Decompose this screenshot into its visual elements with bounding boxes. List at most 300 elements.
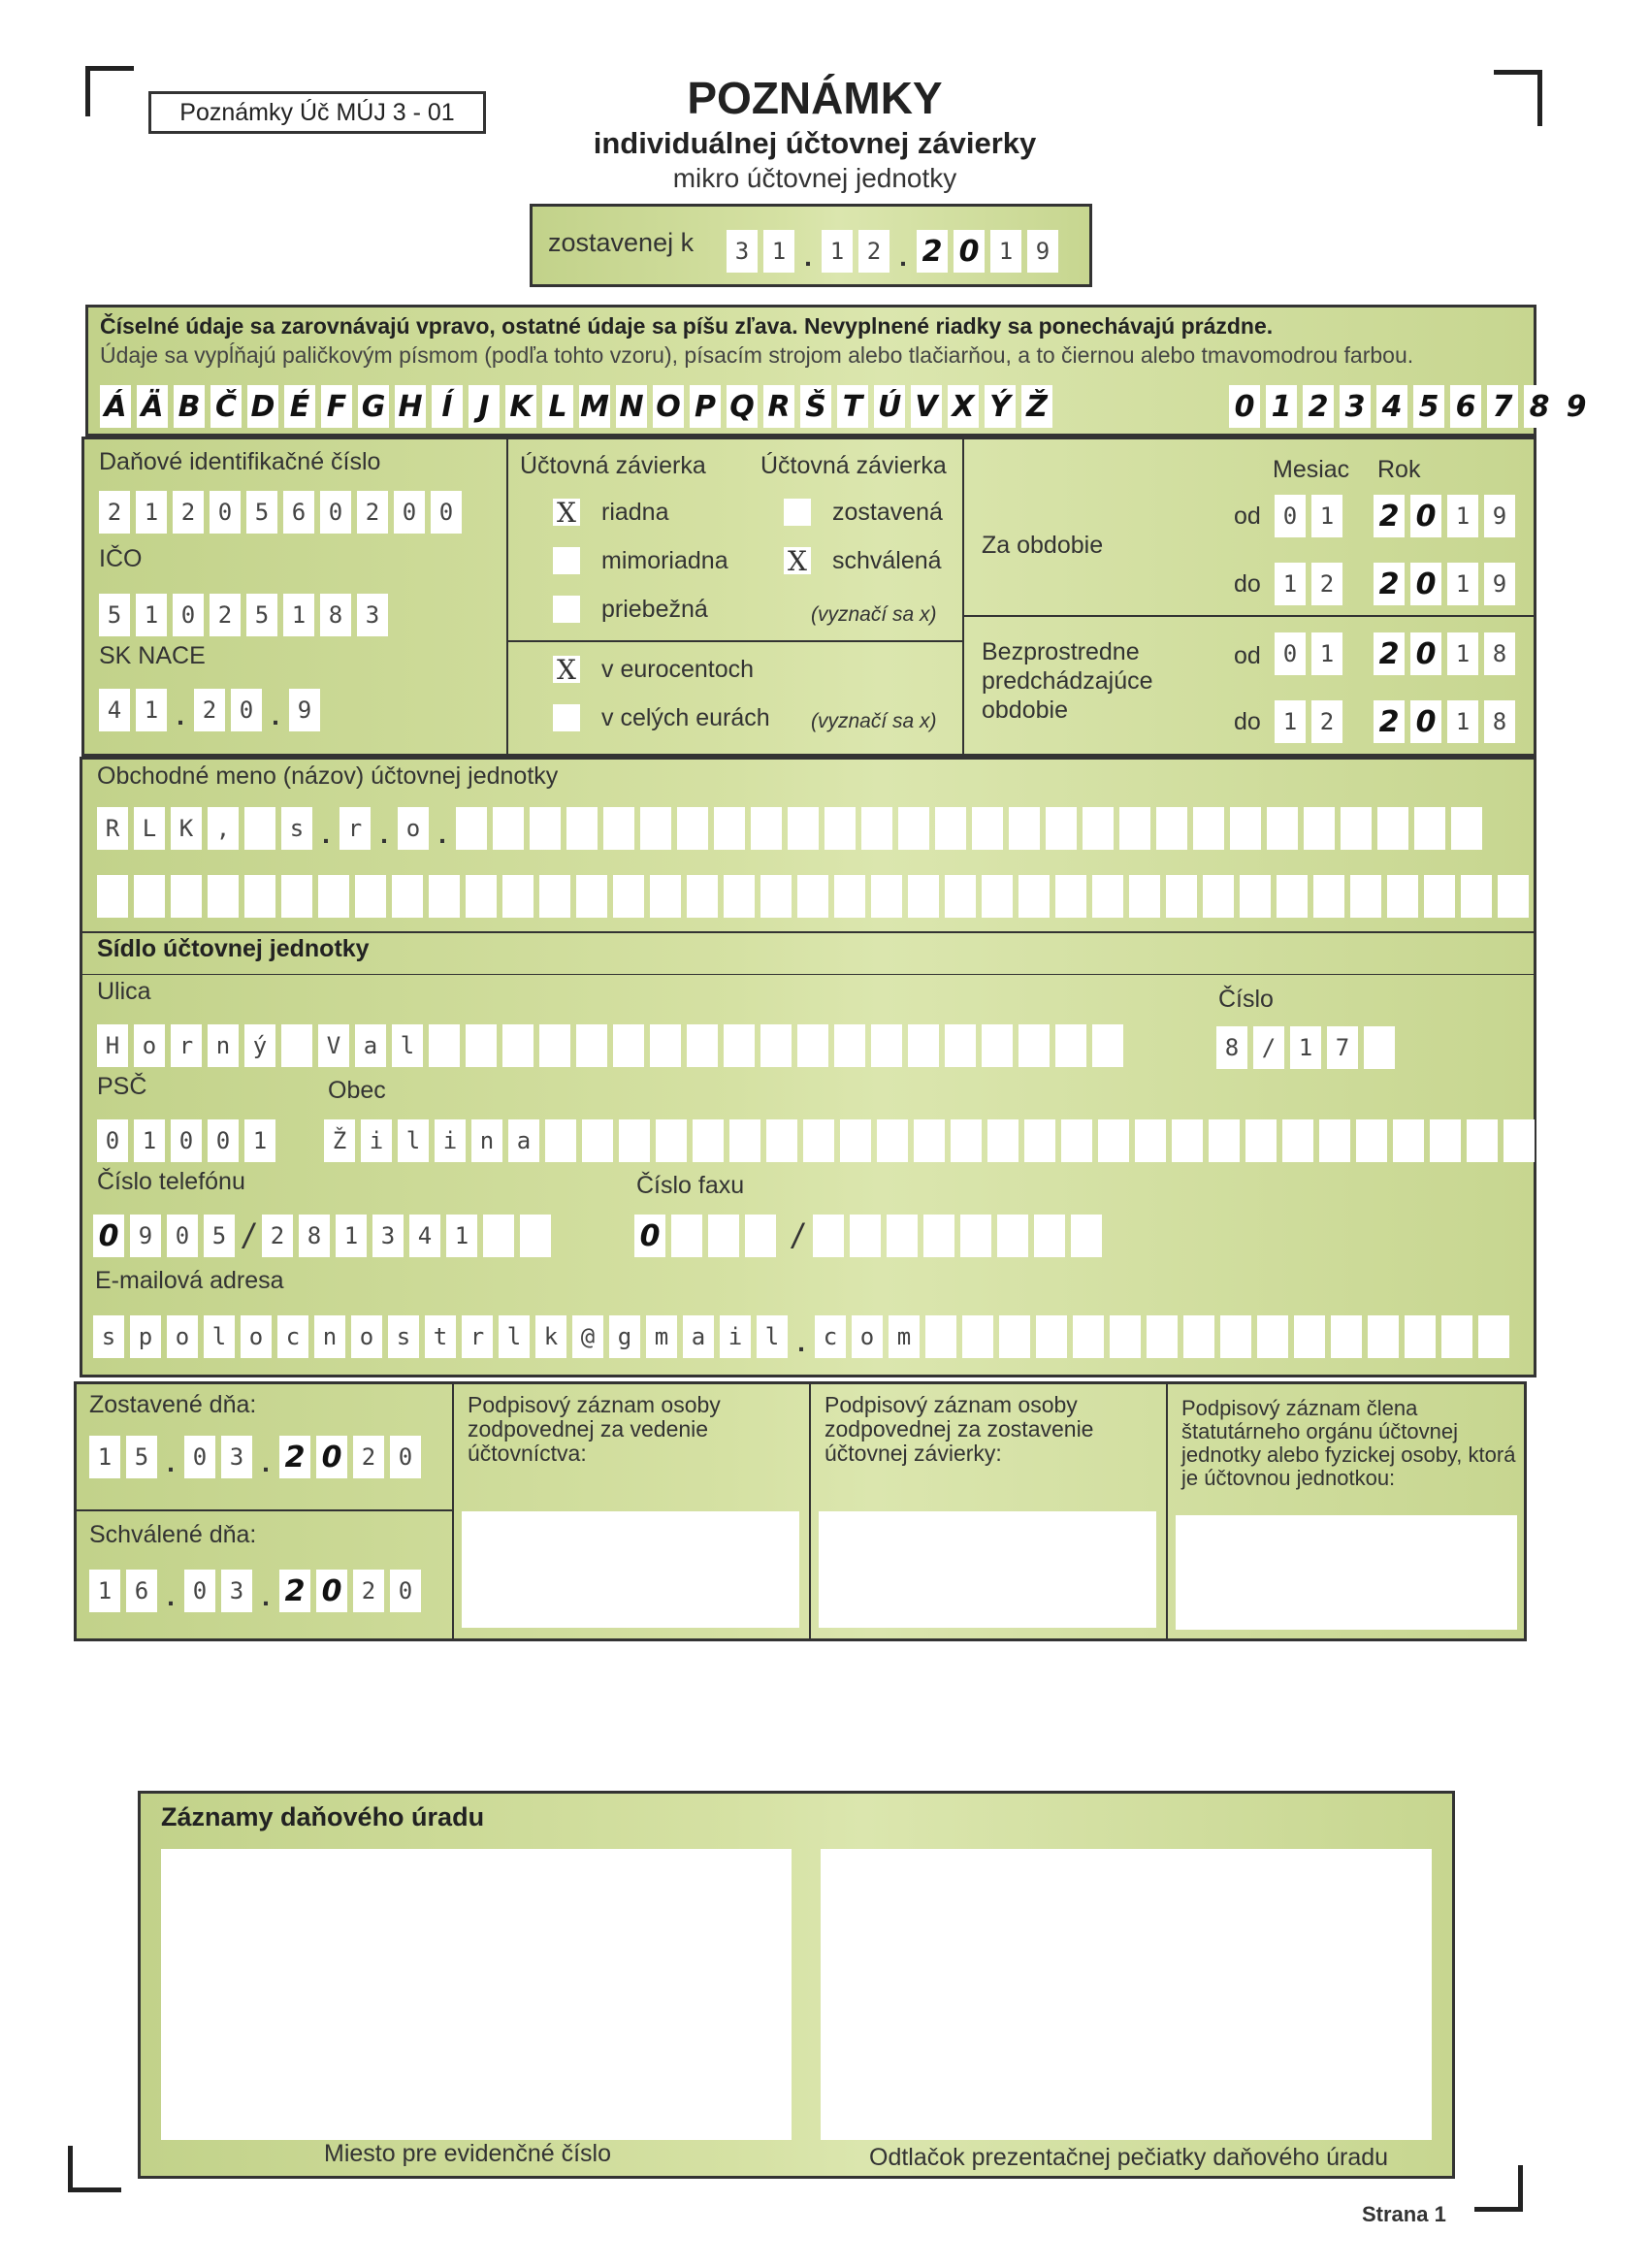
char-cell (1313, 875, 1344, 918)
char-cell (1055, 1024, 1086, 1067)
char-cell: 5 (1413, 385, 1444, 428)
char-cell (355, 875, 386, 918)
prev-to-year (1374, 698, 1521, 743)
char-cell (1110, 1315, 1141, 1358)
char-cell: 1 (89, 1570, 120, 1612)
separator-dot: . (262, 1581, 270, 1611)
char-cell (1203, 875, 1234, 918)
char-cell (1073, 1315, 1104, 1358)
char-cell: 0 (210, 491, 241, 534)
char-cell: m (646, 1315, 677, 1358)
char-cell: l (499, 1315, 530, 1358)
char-cell (244, 807, 275, 850)
char-cell: 1 (1447, 700, 1478, 743)
char-cell (1183, 1315, 1214, 1358)
char-cell (1356, 1119, 1387, 1162)
char-cell: 2 (1374, 495, 1405, 537)
signature-2-box[interactable] (819, 1511, 1156, 1628)
prev-to-label: do (1234, 708, 1261, 735)
char-cell: 3 (357, 594, 388, 636)
corner-mark-bottom-right (1474, 2165, 1523, 2212)
char-cell (502, 1024, 534, 1067)
char-cell (539, 875, 570, 918)
char-cell (1364, 1026, 1395, 1069)
char-cell (1461, 875, 1492, 918)
char-cell: a (355, 1024, 386, 1067)
fax-number-cell (887, 1215, 918, 1257)
char-cell: 0 (394, 491, 425, 534)
prev-period-label-3: obdobie (982, 697, 1068, 724)
corner-mark-top-left (85, 66, 134, 116)
char-cell (999, 1315, 1030, 1358)
char-cell: 8 (1484, 632, 1515, 675)
email-cells (93, 1313, 1515, 1358)
char-cell: V (911, 385, 942, 428)
char-cell: 9 (289, 689, 320, 731)
ico-label: IČO (99, 545, 143, 572)
char-cell: 3 (727, 230, 758, 273)
phone-number-cell: 1 (336, 1215, 367, 1257)
char-cell: 5 (246, 594, 277, 636)
riadna-label: riadna (601, 499, 669, 526)
char-cell: 2 (279, 1436, 310, 1478)
char-cell: c (277, 1315, 308, 1358)
char-cell (908, 875, 939, 918)
char-cell: 0 (1410, 495, 1441, 537)
char-cell: 4 (99, 689, 130, 731)
fax-number-cell (1034, 1215, 1065, 1257)
char-cell: g (609, 1315, 640, 1358)
year-label: Rok (1377, 456, 1421, 483)
month-label: Mesiac (1273, 456, 1350, 483)
current-period-label: Za obdobie (982, 532, 1104, 559)
char-cell (1405, 1315, 1436, 1358)
fax-slash: / (792, 1216, 802, 1256)
phone-number-cell: 3 (372, 1215, 404, 1257)
char-cell: 2 (353, 1570, 384, 1612)
char-cell (1504, 1119, 1535, 1162)
char-cell: D (247, 385, 278, 428)
char-cell: @ (572, 1315, 603, 1358)
char-cell (640, 807, 671, 850)
char-cell (1092, 875, 1123, 918)
separator-dot: . (380, 819, 388, 849)
char-cell: l (398, 1119, 429, 1162)
char-cell (898, 807, 929, 850)
char-cell: s (388, 1315, 419, 1358)
char-cell: V (318, 1024, 349, 1067)
seat-label: Sídlo účtovnej jednotky (97, 935, 370, 962)
stamp-box[interactable] (821, 1849, 1432, 2140)
compiled-on-label: Zostavené dňa: (89, 1391, 257, 1418)
char-cell (1024, 1119, 1055, 1162)
char-cell: 9 (1561, 385, 1592, 428)
char-cell (613, 1024, 644, 1067)
char-cell: É (284, 385, 315, 428)
char-cell (134, 875, 165, 918)
stamp-caption: Odtlačok prezentačnej pečiatky daňového úradu (869, 2144, 1389, 2171)
sample-digits (1229, 383, 1598, 428)
char-cell (687, 875, 718, 918)
char-cell (1478, 1315, 1509, 1358)
char-cell (603, 807, 634, 850)
char-cell: K (171, 807, 202, 850)
char-cell (545, 1119, 576, 1162)
fax-prefix-cell (671, 1215, 702, 1257)
char-cell (1092, 1024, 1123, 1067)
char-cell (1193, 807, 1224, 850)
char-cell: c (815, 1315, 846, 1358)
phone-prefix-cell: 0 (93, 1215, 124, 1257)
char-cell: Á (100, 385, 131, 428)
char-cell (1156, 807, 1187, 850)
char-cell (281, 875, 312, 918)
char-cell: 2 (357, 491, 388, 534)
psc-cells (97, 1118, 281, 1162)
dic-label: Daňové identifikačné číslo (99, 448, 381, 475)
char-cell: o (167, 1315, 198, 1358)
char-cell: i (720, 1315, 751, 1358)
dic-cells (99, 489, 468, 534)
char-cell (502, 875, 534, 918)
char-cell: 1 (134, 1119, 165, 1162)
instruction-line-1: Číselné údaje sa zarovnávajú vpravo, ostatné údaje sa píšu zľava. Nevyplnené riadky sa ponechávajú prázdne. (100, 313, 1274, 339)
psc-label: PSČ (97, 1073, 147, 1100)
char-cell (1018, 875, 1050, 918)
char-cell: 2 (1374, 700, 1405, 743)
char-cell: 4 (1376, 385, 1407, 428)
char-cell (760, 875, 792, 918)
char-cell (1166, 875, 1197, 918)
char-cell (1377, 807, 1408, 850)
char-cell: L (134, 807, 165, 850)
char-cell (982, 875, 1013, 918)
ico-cells (99, 592, 394, 636)
separator-dot: . (272, 700, 279, 730)
corner-mark-top-right (1494, 70, 1542, 126)
prev-period-label-2: predchádzajúce (982, 667, 1153, 695)
char-cell: 0 (173, 594, 204, 636)
separator-dot: . (167, 1447, 175, 1477)
char-cell (925, 1315, 956, 1358)
char-cell (797, 1024, 828, 1067)
char-cell: Č (210, 385, 242, 428)
char-cell (1319, 1119, 1350, 1162)
fax-prefix-cell (745, 1215, 776, 1257)
char-cell: P (690, 385, 721, 428)
phone-number-cell (520, 1215, 551, 1257)
char-cell (987, 1119, 1018, 1162)
char-cell: 1 (1311, 632, 1342, 675)
char-cell: 2 (353, 1436, 384, 1478)
char-cell: i (435, 1119, 466, 1162)
char-cell (871, 1024, 902, 1067)
phone-number-cell: 1 (446, 1215, 477, 1257)
char-cell: 2 (858, 230, 889, 273)
char-cell: 0 (390, 1570, 421, 1612)
char-cell: 5 (99, 594, 130, 636)
city-label: Obec (328, 1077, 386, 1104)
char-cell (650, 1024, 681, 1067)
char-cell: 1 (244, 1119, 275, 1162)
char-cell: 6 (1450, 385, 1481, 428)
char-cell: o (134, 1024, 165, 1067)
char-cell (908, 1024, 939, 1067)
char-cell: 2 (1303, 385, 1334, 428)
signature-1-label: Podpisový záznam osoby zodpovednej za vedenie účtovníctva: (468, 1392, 721, 1466)
fax-prefix-cell: 0 (634, 1215, 665, 1257)
char-cell: 2 (279, 1570, 310, 1612)
char-cell (1119, 807, 1150, 850)
fax-cells (634, 1213, 1108, 1257)
char-cell (724, 1024, 755, 1067)
char-cell (729, 1119, 760, 1162)
cur-from-label: od (1234, 502, 1261, 530)
char-cell: / (1253, 1026, 1284, 1069)
compiled-date-cells (727, 228, 1064, 273)
char-cell: T (837, 385, 868, 428)
char-cell: Ú (874, 385, 905, 428)
schvalena-checkbox[interactable]: X (784, 547, 811, 574)
char-cell (1304, 807, 1335, 850)
char-cell (1135, 1119, 1166, 1162)
prev-period-label-1: Bezprostredne (982, 638, 1140, 665)
char-cell: 1 (1447, 563, 1478, 605)
char-cell (1061, 1119, 1092, 1162)
char-cell (1393, 1119, 1424, 1162)
char-cell (539, 1024, 570, 1067)
char-cell (1220, 1315, 1251, 1358)
char-cell (1368, 1315, 1399, 1358)
char-cell: K (505, 385, 536, 428)
char-cell (613, 875, 644, 918)
char-cell: 1 (822, 230, 853, 273)
char-cell (1018, 1024, 1050, 1067)
char-cell (1430, 1119, 1461, 1162)
char-cell: 1 (1311, 495, 1342, 537)
char-cell: r (171, 1024, 202, 1067)
char-cell (693, 1119, 724, 1162)
phone-prefix-cell: 5 (204, 1215, 235, 1257)
char-cell (1036, 1315, 1067, 1358)
char-cell (1451, 807, 1482, 850)
char-cell: 2 (99, 491, 130, 534)
char-cell: 0 (316, 1436, 347, 1478)
phone-number-cell: 4 (409, 1215, 440, 1257)
page-subtitle-2: mikro účtovnej jednotky (672, 163, 957, 193)
char-cell (1467, 1119, 1498, 1162)
char-cell: 6 (283, 491, 314, 534)
char-cell: 2 (210, 594, 241, 636)
char-cell: t (425, 1315, 456, 1358)
char-cell: n (314, 1315, 345, 1358)
char-cell: 2 (1311, 563, 1342, 605)
char-cell (972, 807, 1003, 850)
eur-checkbox[interactable] (553, 704, 580, 731)
char-cell: G (358, 385, 389, 428)
char-cell (803, 1119, 834, 1162)
char-cell: r (462, 1315, 493, 1358)
char-cell: 1 (136, 491, 167, 534)
char-cell: H (395, 385, 426, 428)
char-cell (1498, 875, 1529, 918)
char-cell: p (130, 1315, 161, 1358)
instruction-line-2: Údaje sa vypĺňajú paličkovým písmom (podľa tohto vzoru), písacím strojom alebo tlačiarňou, a to čiernou alebo tmavomodrou farbou. (100, 342, 1414, 368)
char-cell: s (281, 807, 312, 850)
char-cell: 6 (126, 1570, 157, 1612)
fax-number-cell (850, 1215, 881, 1257)
signature-3-box[interactable] (1176, 1515, 1517, 1630)
char-cell (244, 875, 275, 918)
page-subtitle: individuálnej účtovnej závierky (593, 126, 1037, 160)
char-cell: 2 (1374, 563, 1405, 605)
char-cell (619, 1119, 650, 1162)
char-cell: 1 (136, 594, 167, 636)
char-cell: l (757, 1315, 788, 1358)
separator-dot: . (177, 700, 184, 730)
char-cell (650, 875, 681, 918)
registration-number-box[interactable] (161, 1849, 792, 2140)
char-cell: 1 (283, 594, 314, 636)
char-cell: X (948, 385, 979, 428)
fax-prefix-cell (708, 1215, 739, 1257)
char-cell (582, 1119, 613, 1162)
char-cell: 1 (89, 1436, 120, 1478)
char-cell (576, 875, 607, 918)
zostavena-checkbox[interactable] (784, 499, 811, 526)
prev-from-label: od (1234, 642, 1261, 669)
char-cell (456, 807, 487, 850)
char-cell (1147, 1315, 1178, 1358)
char-cell: 3 (1340, 385, 1371, 428)
char-cell (566, 807, 598, 850)
char-cell: 0 (316, 1570, 347, 1612)
fax-label: Číslo faxu (636, 1172, 745, 1199)
char-cell: F (321, 385, 352, 428)
char-cell: o (398, 807, 429, 850)
phone-label: Číslo telefónu (97, 1168, 245, 1195)
char-cell: o (852, 1315, 883, 1358)
char-cell (530, 807, 561, 850)
char-cell: 1 (1266, 385, 1297, 428)
compiled-on-cells (89, 1434, 427, 1478)
zostavena-label: zostavená (832, 499, 943, 526)
char-cell: R (97, 807, 128, 850)
char-cell: 0 (390, 1436, 421, 1478)
eurocent-label: v eurocentoch (601, 656, 755, 683)
char-cell: a (683, 1315, 714, 1358)
char-cell: 1 (763, 230, 794, 273)
approved-on-cells (89, 1568, 427, 1612)
riadna-checkbox[interactable]: X (553, 499, 580, 526)
char-cell (714, 807, 745, 850)
street-label: Ulica (97, 978, 151, 1005)
char-cell: 0 (954, 230, 985, 273)
page-number: Strana 1 (1362, 2202, 1446, 2226)
char-cell: Í (432, 385, 463, 428)
char-cell: 0 (431, 491, 462, 534)
char-cell: Ž (1021, 385, 1052, 428)
char-cell: 7 (1327, 1026, 1358, 1069)
separator-dot: . (262, 1447, 270, 1477)
char-cell (766, 1119, 797, 1162)
char-cell: 9 (1027, 230, 1058, 273)
fax-number-cell (960, 1215, 991, 1257)
char-cell (962, 1315, 993, 1358)
char-cell: R (763, 385, 794, 428)
corner-mark-bottom-left (68, 2146, 121, 2192)
char-cell (1245, 1119, 1277, 1162)
char-cell: 0 (208, 1119, 239, 1162)
page-title: POZNÁMKY (687, 73, 943, 123)
char-cell: H (97, 1024, 128, 1067)
char-cell: 8 (320, 594, 351, 636)
char-cell: 9 (1484, 563, 1515, 605)
phone-prefix-cells (93, 1213, 557, 1257)
char-cell (982, 1024, 1013, 1067)
separator-dot: . (804, 242, 812, 272)
char-cell: 0 (171, 1119, 202, 1162)
char-cell (1424, 875, 1455, 918)
char-cell: 8 (1216, 1026, 1247, 1069)
char-cell: 0 (1275, 632, 1306, 675)
phone-slash: / (242, 1216, 253, 1256)
char-cell (1257, 1315, 1288, 1358)
char-cell (840, 1119, 871, 1162)
char-cell: a (508, 1119, 539, 1162)
char-cell: r (340, 807, 371, 850)
char-cell: 2 (194, 689, 225, 731)
nace-label: SK NACE (99, 642, 206, 669)
signature-2-label: Podpisový záznam osoby zodpovednej za zostavenie účtovnej závierky: (824, 1392, 1094, 1466)
char-cell (1282, 1119, 1313, 1162)
form-code: Poznámky Úč MÚJ 3 - 01 (179, 98, 455, 126)
priebezna-checkbox[interactable] (553, 596, 580, 623)
char-cell (318, 875, 349, 918)
char-cell: 0 (1410, 563, 1441, 605)
char-cell: B (174, 385, 205, 428)
char-cell: Ä (137, 385, 168, 428)
char-cell: 1 (1447, 632, 1478, 675)
char-cell: o (351, 1315, 382, 1358)
char-cell: o (241, 1315, 272, 1358)
mimoriadna-checkbox[interactable] (553, 547, 580, 574)
char-cell (677, 807, 708, 850)
cur-to-month (1275, 561, 1348, 605)
char-cell: 9 (1484, 495, 1515, 537)
phone-number-cell (483, 1215, 514, 1257)
char-cell (1209, 1119, 1240, 1162)
phone-prefix-cell: 0 (167, 1215, 198, 1257)
sample-letters (100, 383, 1058, 428)
char-cell: 2 (173, 491, 204, 534)
char-cell (1294, 1315, 1325, 1358)
char-cell (1172, 1119, 1203, 1162)
char-cell: 2 (1374, 632, 1405, 675)
char-cell: k (535, 1315, 566, 1358)
char-cell (935, 807, 966, 850)
char-cell (1240, 875, 1271, 918)
entity-name-label: Obchodné meno (názov) účtovnej jednotky (97, 762, 559, 790)
char-cell (834, 875, 865, 918)
char-cell (1341, 807, 1372, 850)
char-cell (1046, 807, 1077, 850)
eurocent-checkbox[interactable]: X (553, 656, 580, 683)
char-cell: 1 (1275, 563, 1306, 605)
char-cell (656, 1119, 687, 1162)
char-cell: i (361, 1119, 392, 1162)
signature-1-box[interactable] (462, 1511, 799, 1628)
